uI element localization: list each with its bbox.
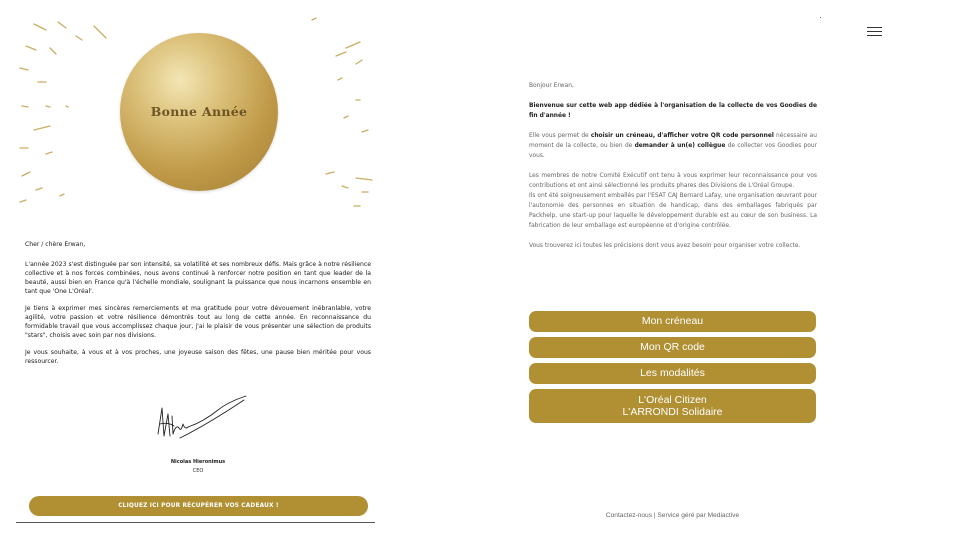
letter-paragraph-1: L'année 2023 s'est distinguée par son intensité, sa volatilité et ses nombreux défis. Mais grâce à notre résilience collective et à nos forces combinées, nous avons continué à renforcer notre position en tant que leader de la beauté, aussi bien en France qu'à l'échelle mondiale, soulignant la puissance que nous incarnons ensemble en tant que 'One L'Oréal'. <box>25 261 371 295</box>
intro-text <box>529 81 817 261</box>
greeting-card <box>16 14 376 524</box>
letter-paragraph-3: Je vous souhaite, à vous et à vos proches, une joyeuse saison des fêtes, une pause bien méritée pour vous ressourcer. <box>25 349 371 365</box>
emphasis: choisir un créneau, d'afficher votre QR code personnel <box>590 133 774 139</box>
text-span: de collecter vos Goodies pour vous. <box>529 143 817 159</box>
emphasis: demander à un(e) collègue <box>634 143 726 149</box>
intro-welcome: Bienvenue sur cette web app dédiée à l'organisation de la collecte de vos Goodies de fin d'année ! <box>529 103 817 119</box>
citizen-arrondi-button[interactable] <box>529 389 816 423</box>
intro-paragraph-3: Ils ont été soigneusement emballés par l'ESAT CAJ Bernard Lafay, une organisation œuvrant pour l'autonomie des personnes en situation de handicap, dans des emballages fabriqués par Packhelp, une start-up pour laquelle le développement durable est au cœur de son business. La fabrication de leur emballage est européenne et d'origine contrôlée. <box>529 193 817 229</box>
intro-paragraph-2: Les membres de notre Comité Exécutif ont tenu à vous exprimer leur reconnaissance pour vos contributions et ont ainsi sélectionné les produits phares des Divisions de L'Oréal Groupe. <box>529 173 817 189</box>
menu-bar <box>867 31 882 32</box>
collect-gifts-button[interactable]: CLIQUEZ ICI POUR RÉCUPÉRER VOS CADEAUX ! <box>29 496 368 516</box>
ceo-signature <box>148 394 248 456</box>
divider <box>16 522 375 523</box>
signature-name: Nicolas Hieronimus <box>170 459 226 465</box>
intro-greeting: Bonjour Erwan, <box>529 83 574 89</box>
bonne-annee-medal <box>120 33 278 191</box>
hamburger-menu-icon[interactable] <box>865 24 885 38</box>
button-line-2: L'ARRONDI Solidaire <box>622 406 723 418</box>
mon-qr-code-button[interactable]: Mon QR code <box>529 337 816 358</box>
text-span: Elle vous permet de <box>529 133 591 139</box>
button-line-1: L'Oréal Citizen <box>638 393 707 406</box>
letter-paragraph-2: Je tiens à exprimer mes sincères remerciements et ma gratitude pour votre dévouement inébranlable, votre agilité, votre passion et votre résilience démontrés tout au long de cette année. En reconnaissance du formidable travail que vous accomplissez chaque jour, j'ai le plaisir de vous présenter une sélection de produits "stars", choisis avec soin par nos divisions. <box>25 305 371 339</box>
letter-greeting: Cher / chère Erwan, <box>25 241 86 248</box>
text-span: nécessaire au moment de la collecte, ou bien de <box>529 133 818 149</box>
footer-contact[interactable]: Contactez-nous | Service géré par Mediactive <box>605 512 740 519</box>
les-modalites-button[interactable]: Les modalités <box>529 363 816 384</box>
intro-paragraph-1 <box>529 131 817 161</box>
decorative-dot <box>820 17 821 18</box>
mon-creneau-button[interactable]: Mon créneau <box>529 311 816 332</box>
medal-title: Bonne Année <box>150 103 248 119</box>
intro-paragraph-4: Vous trouverez ici toutes les précisions dont vous avez besoin pour organiser votre collecte. <box>529 243 801 249</box>
menu-bar <box>867 35 882 36</box>
menu-bar <box>867 27 882 28</box>
signature-role: CEO <box>192 468 204 474</box>
ceo-letter <box>25 240 371 374</box>
